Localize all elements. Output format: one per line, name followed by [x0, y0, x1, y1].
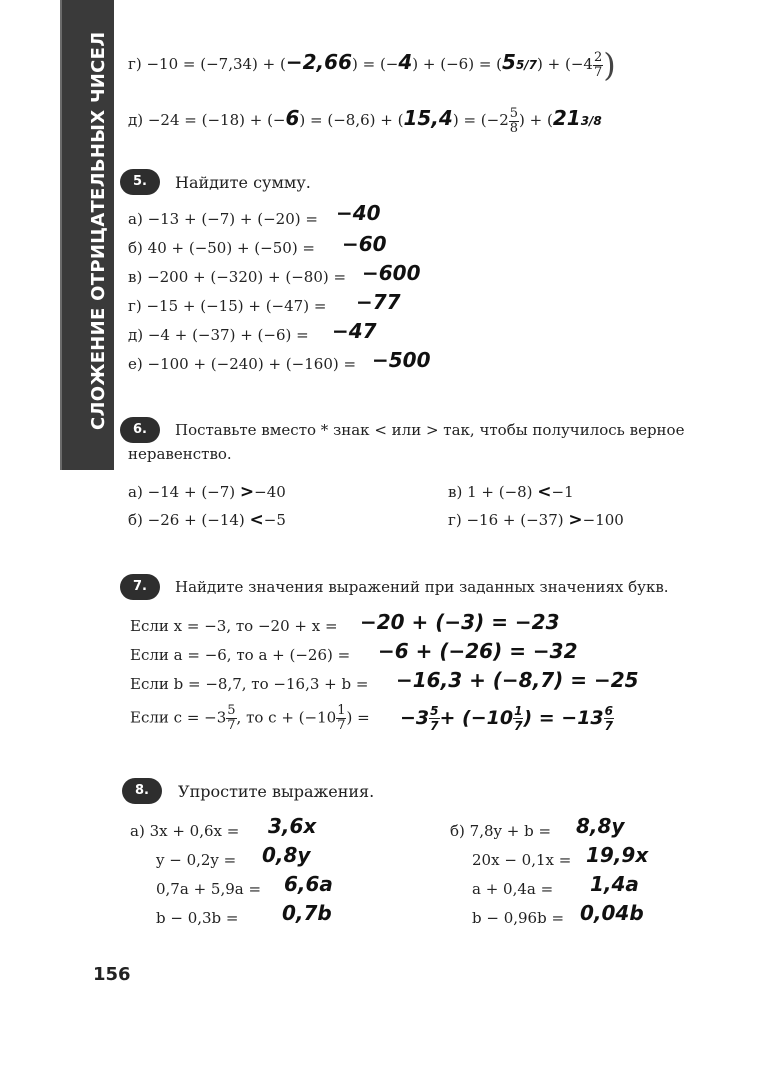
task-6-title-cont: неравенство.: [128, 445, 232, 463]
prev-line-g: г) −10 = (−7,34) + (−2,66) = (−4) + (−6) = (55/7) + (−4 $\frac{2}{7}$ ): [128, 46, 616, 84]
handwritten-answer: −77: [356, 290, 401, 314]
handwritten-answer: 0,8y: [262, 843, 311, 867]
task-5-item: д) −4 + (−37) + (−6) =: [128, 326, 309, 344]
handwritten-answer: 5: [502, 50, 516, 74]
task-6-item: а) −14 + (−7) >−40: [128, 482, 286, 502]
task-7-item: Если x = −3, то −20 + x =: [130, 617, 338, 635]
handwritten-answer: −60: [342, 232, 387, 256]
handwritten-answer: −500: [372, 348, 431, 372]
task-8-badge: 8.: [122, 778, 162, 804]
task-6-badge: 6.: [120, 417, 160, 443]
task-8-item: b − 0,96b =: [472, 909, 565, 927]
handwritten-answer: −20 + (−3) = −23: [360, 610, 560, 634]
task-5-item: г) −15 + (−15) + (−47) =: [128, 297, 327, 315]
handwritten-answer: 4: [398, 50, 413, 74]
task-7-title: Найдите значения выражений при заданных значениях букв.: [175, 578, 669, 596]
task-8-item: b − 0,3b =: [156, 909, 239, 927]
task-8-item: 0,7a + 5,9a =: [156, 880, 262, 898]
task-5-item: е) −100 + (−240) + (−160) =: [128, 355, 357, 373]
handwritten-answer: −16,3 + (−8,7) = −25: [396, 668, 639, 692]
prev-line-d: д) −24 = (−18) + (−6) = (−8,6) + (15,4) = (−2 $\frac{5}{8}$ ) + (213/8: [128, 105, 602, 136]
handwritten-answer: 6: [285, 106, 300, 130]
task-6-item: б) −26 + (−14) <−5: [128, 510, 286, 530]
task-5-item: б) 40 + (−50) + (−50) =: [128, 239, 316, 257]
task-5-item: в) −200 + (−320) + (−80) =: [128, 268, 347, 286]
handwritten-answer: 1,4a: [590, 872, 639, 896]
task-8-item: a + 0,4a =: [472, 880, 554, 898]
handwritten-answer: −600: [362, 261, 421, 285]
chapter-title: СЛОЖЕНИЕ ОТРИЦАТЕЛЬНЫХ ЧИСЕЛ: [88, 31, 109, 430]
task-5-title: Найдите сумму.: [175, 173, 311, 192]
handwritten-answer: −47: [332, 319, 377, 343]
task-6-item: г) −16 + (−37) >−100: [448, 510, 624, 530]
handwritten-answer: 3,6x: [268, 814, 317, 838]
task-7-badge: 7.: [120, 574, 160, 600]
task-7-item: Если b = −8,7, то −16,3 + b =: [130, 675, 369, 693]
task-8-item: 20x − 0,1x =: [472, 851, 572, 869]
task-8-title: Упростите выражения.: [178, 782, 375, 801]
task-7-item: Если a = −6, то a + (−26) =: [130, 646, 351, 664]
task-6-title: Поставьте вместо * знак < или > так, чтобы получилось верное: [175, 421, 685, 439]
handwritten-answer: −3 $\frac{5}{7}$ + (−10 $\frac{1}{7}$ ) = −13 $\frac{6}{7}$: [400, 704, 614, 733]
handwritten-answer: 15,4: [403, 106, 453, 130]
task-8-item: y − 0,2y =: [156, 851, 237, 869]
task-5-badge: 5.: [120, 169, 160, 195]
task-5-item: а) −13 + (−7) + (−20) =: [128, 210, 318, 228]
handwritten-answer: −40: [336, 201, 381, 225]
task-8-item: а) 3x + 0,6x =: [130, 822, 240, 840]
handwritten-answer: 21: [552, 106, 581, 130]
handwritten-answer: −6 + (−26) = −32: [378, 639, 578, 663]
handwritten-answer: 0,04b: [580, 901, 644, 925]
handwritten-answer: 19,9x: [586, 843, 649, 867]
handwritten-answer: −2,66: [285, 50, 352, 74]
handwritten-answer: 6,6a: [284, 872, 333, 896]
task-6-item: в) 1 + (−8) <−1: [448, 482, 574, 502]
handwritten-answer: 0,7b: [282, 901, 332, 925]
handwritten-answer: 8,8y: [576, 814, 625, 838]
page-number: 156: [93, 964, 131, 985]
task-7-item-fraction: Если c = −3 $\frac{5}{7}$ , то c + (−10 $\frac{1}{7}$ ) =: [130, 703, 370, 733]
task-8-item: б) 7,8y + b =: [450, 822, 552, 840]
